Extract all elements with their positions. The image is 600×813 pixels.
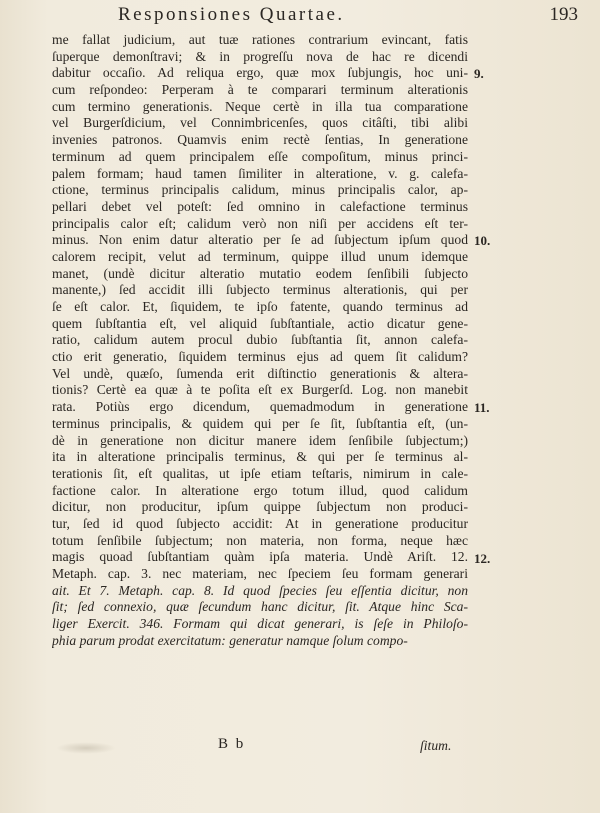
text-line: palem formam; haud tamen ſimiliter in alteratione, v. g. calefa- (52, 165, 468, 181)
text-line: manente,) ſed accidit illi ſubjecto terminus alterationis, qui per (52, 282, 468, 298)
text-line: dabitur occaſio. Ad reliqua ergo, quæ mox ſubjungis, hoc uni- (52, 65, 468, 81)
text-line: quem ſubſtantia eſt, vel aliquid ſubſtantiale, actio dicatur gene- (52, 315, 468, 331)
margin-number: 12. (474, 550, 491, 566)
text-line: cum reſpondeo: Perperam à te comparari terminum alterationis (52, 82, 468, 98)
ink-smudge (56, 742, 116, 754)
body-text (52, 32, 468, 649)
text-line: magis quoad ſubſtantiam quàm ipſa materia. Undè Ariſt. 12. (52, 549, 468, 565)
page-number: 193 (549, 4, 578, 25)
text-line: liger Exercit. 346. Formam qui dicat generari, is ſeſe in Philoſo- (52, 616, 468, 632)
margin-number: 9. (474, 66, 484, 82)
text-line: ſe eſt calor. Et, ſiquidem, te ipſo fatente, quando terminus ad (52, 299, 468, 314)
text-line: tionis? Certè ea quæ à te poſita eſt ex Burgerſd. Log. non manebit (52, 382, 468, 398)
text-line: invenies patronos. Quamvis enim rectè ſentias, In generatione (52, 132, 468, 148)
text-line: ait. Et 7. Metaph. cap. 8. Id quod ſpecies ſeu eſſentia dicitur, non (52, 582, 468, 598)
text-line: ita in alteratione principalis terminus, & qui per ſe terminus al- (52, 449, 468, 465)
text-line: totum ſenſibile ſubjectum; non materia, non forma, neque hæc (52, 532, 468, 548)
text-line: terminus principalis, & quidem qui per ſe ſit, ſubſtantia eſt, (un- (52, 415, 468, 431)
text-line: tur, ſed id quod ſubjecto accidit: At in generatione producitur (52, 515, 468, 531)
text-line: terminum ad quem principalem eſſe compoſitum, minus princi- (52, 148, 468, 164)
text-line: vel Burgerſdicium, vel Connimbricenſes, quos citâſti, tibi alibi (52, 115, 468, 131)
text-line: ctione, terminus principalis calidum, minus principalis calor, ap- (52, 182, 468, 198)
text-line: ctio erit generatio, ſiquidem terminus ejus ad quem ſit calidum? (52, 349, 468, 365)
text-line: ſuperque demonſtravi; & in progreſſu nova de hac re dicendi (52, 48, 468, 64)
text-line: rata. Potiùs ergo dicendum, quemadmodum in generatione (52, 399, 468, 415)
text-line: ratio, calidum autem procul dubio ſubſtantia ſit, annon calefa- (52, 332, 468, 348)
text-line: phia parum prodat exercitatum: generatur namque ſolum compo- (52, 632, 408, 648)
text-line: ſit; ſed connexio, quæ ſecundum hanc dicitur, ſit. Atque hinc Sca- (52, 599, 468, 615)
catchword: ſitum. (420, 738, 452, 753)
text-line: dicitur, non producitur, ipſum quippe ſubjectum non produci- (52, 499, 468, 515)
text-line: me fallat judicium, aut tuæ rationes contrarium evincant, fatis (52, 32, 468, 47)
signature-mark: B b (218, 736, 246, 752)
text-line: Metaph. cap. 3. nec materiam, nec ſpeciem ſeu formam generari (52, 566, 468, 581)
margin-number: 10. (474, 233, 491, 249)
text-line: Vel undè, quæſo, ſumenda erit diſtinctio generationis & altera- (52, 365, 468, 381)
text-line: pellari debet vel poteſt: ſed omnino in calefactione terminus (52, 198, 468, 214)
text-line: cum termino generationis. Neque certè in illa tua comparatione (52, 98, 468, 114)
text-line: terationis ſit, eſt qualitas, ut ipſe etiam teſtaris, nimirum in cale- (52, 465, 468, 481)
text-line: calorem recipit, velut ad terminum, quippe illud unum idemque (52, 248, 468, 264)
running-head: Responsiones Quartae. (118, 4, 345, 25)
text-line: minus. Non enim datur alteratio per ſe ad ſubjectum ipſum quod (52, 232, 468, 248)
text-line: manet, (undè dicitur alteratio mutatio eodem ſenſibili ſubjecto (52, 265, 468, 281)
text-line: factione calor. In alteratione ergo totum illud, quod calidum (52, 482, 468, 498)
text-line: dè in generatione non dicitur manere idem ſenſibile ſubjectum;) (52, 432, 468, 448)
margin-number: 11. (474, 400, 490, 416)
text-line: principalis calor eſt; calidum verò non niſi per accidens eſt ter- (52, 215, 468, 231)
page-header (118, 2, 578, 28)
